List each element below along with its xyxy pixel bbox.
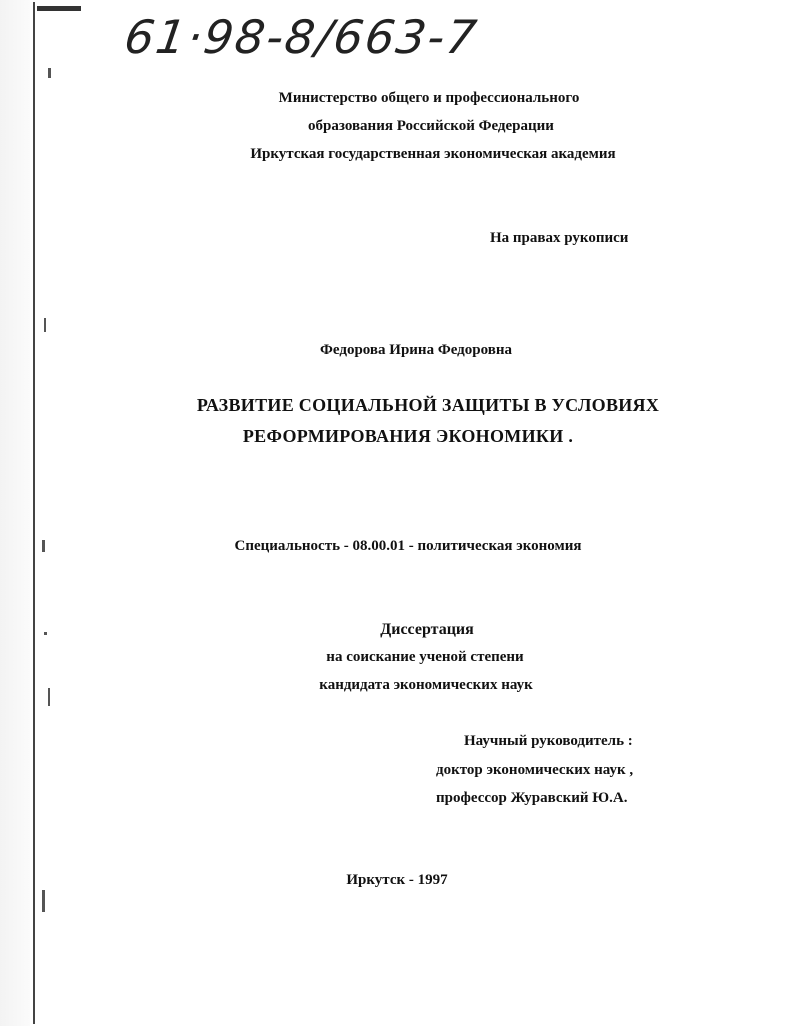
ministry-line-1: Министерство общего и профессионального <box>278 90 580 106</box>
dissertation-title-line-1: РАЗВИТИЕ СОЦИАЛЬНОЙ ЗАЩИТЫ В УСЛОВИЯХ <box>196 395 660 415</box>
scan-speck <box>42 890 45 912</box>
page-left-border <box>33 2 35 1024</box>
manuscript-rights: На правах рукописи <box>490 230 629 246</box>
archive-number: 61·98-8/663-7 <box>121 10 482 64</box>
supervisor-name: профессор Журавский Ю.А. <box>436 790 628 806</box>
scan-speck <box>48 68 51 78</box>
scan-edge <box>0 0 30 1026</box>
place-year: Иркутск - 1997 <box>346 872 448 888</box>
scan-speck <box>44 318 46 332</box>
scan-corner-mark <box>37 6 81 11</box>
academy-name: Иркутская государственная экономическая академия <box>250 146 616 162</box>
scan-speck <box>48 688 50 706</box>
supervisor-degree: доктор экономических наук , <box>436 762 634 778</box>
specialty: Специальность - 08.00.01 - политическая экономия <box>234 538 582 554</box>
scan-speck <box>44 632 47 635</box>
dissertation-title-line-2: РЕФОРМИРОВАНИЯ ЭКОНОМИКИ . <box>242 426 574 446</box>
candidate-line: кандидата экономических наук <box>319 677 533 693</box>
supervisor-label: Научный руководитель : <box>464 733 633 749</box>
degree-line: на соискание ученой степени <box>326 649 524 665</box>
ministry-line-2: образования Российской Федерации <box>308 118 554 134</box>
dissertation-heading: Диссертация <box>380 621 474 638</box>
author-name: Федорова Ирина Федоровна <box>320 342 512 358</box>
scan-speck <box>42 540 45 552</box>
